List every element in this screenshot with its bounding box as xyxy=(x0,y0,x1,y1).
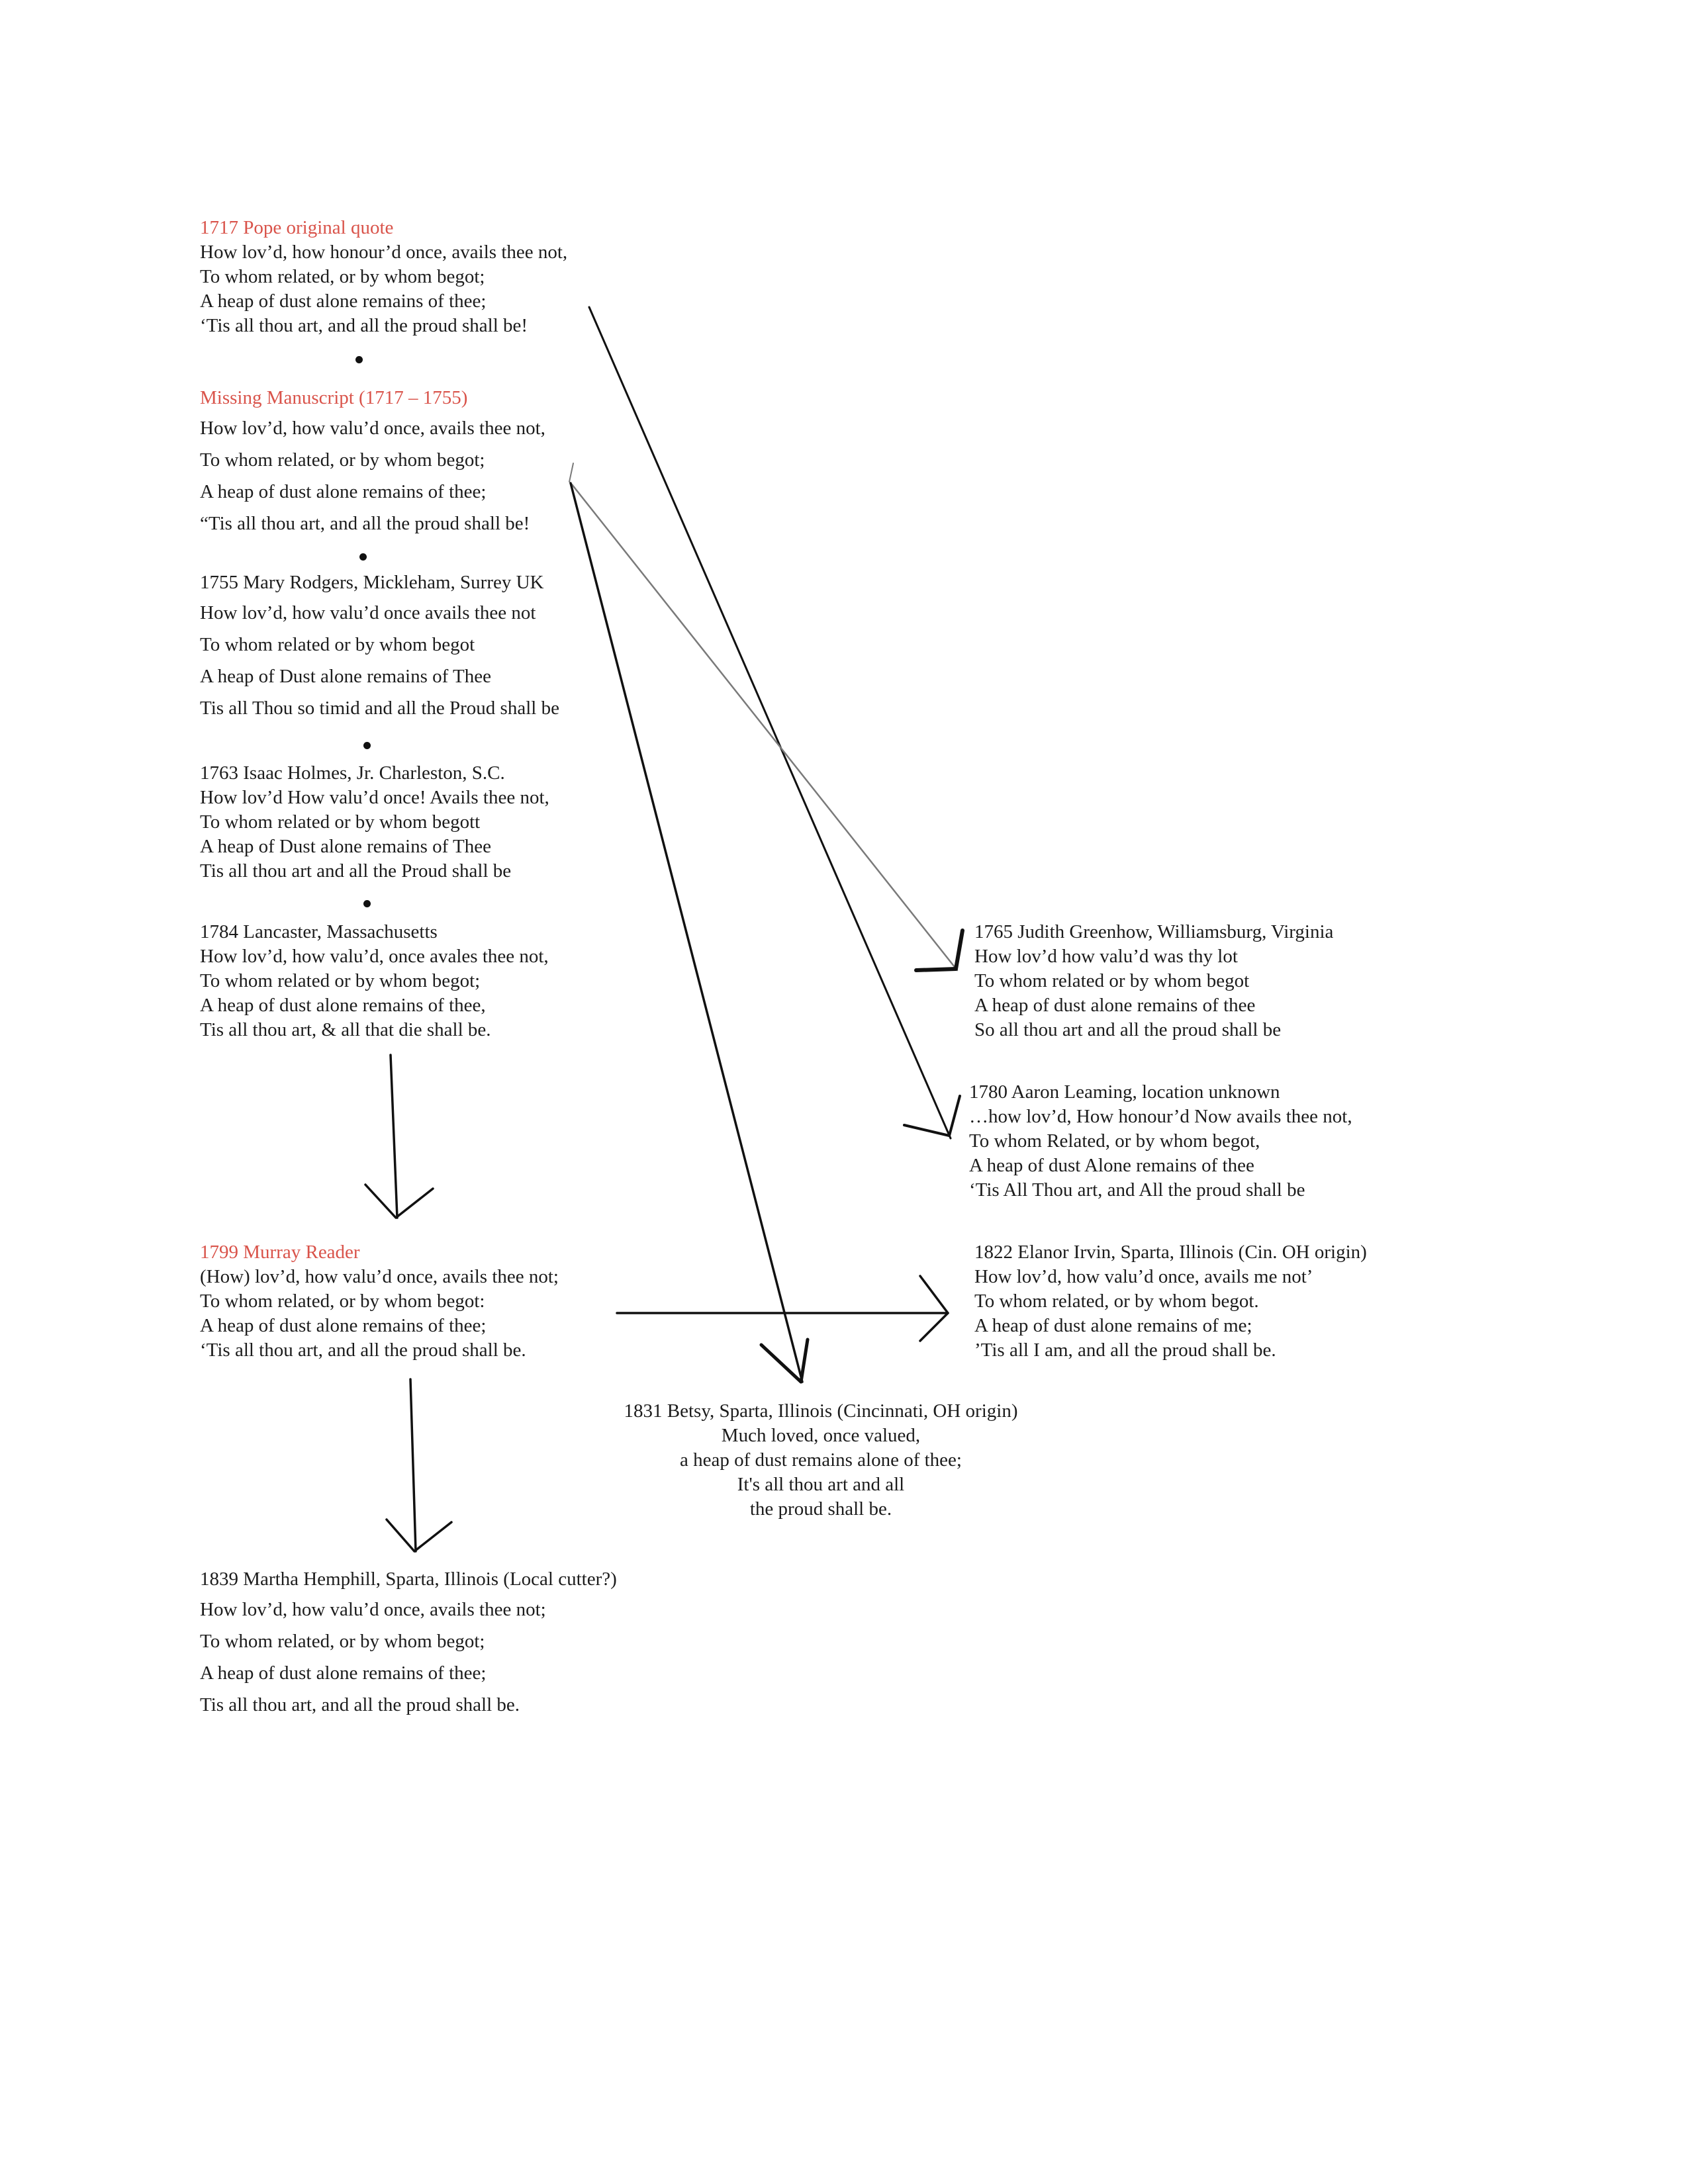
holmes-title: 1763 Isaac Holmes, Jr. Charleston, S.C. xyxy=(200,762,505,784)
lancaster-title: 1784 Lancaster, Massachusetts xyxy=(200,921,438,942)
arrow-murray-to-hemphill xyxy=(410,1379,416,1551)
verse-line: ‘Tis All Thou art, and All the proud shall be xyxy=(969,1179,1305,1201)
arrowhead-leaming xyxy=(904,1096,960,1136)
verse-line: A heap of Dust alone remains of Thee xyxy=(200,666,491,687)
verse-line: A heap of dust alone remains of thee; xyxy=(200,481,487,502)
verse-line: To whom related, or by whom begot: xyxy=(200,1291,485,1312)
verse-line: To whom related or by whom begot; xyxy=(200,970,481,991)
verse-line: A heap of dust alone remains of thee; xyxy=(200,1662,487,1684)
verse-line: To whom related, or by whom begot; xyxy=(200,449,485,471)
verse-line: ’Tis all I am, and all the proud shall be. xyxy=(974,1340,1276,1361)
verse-line: So all thou art and all the proud shall be xyxy=(974,1019,1282,1040)
verse-line: How lov’d, how valu’d once avails thee not xyxy=(200,602,536,623)
verse-line: Tis all Thou so timid and all the Proud shall be xyxy=(200,698,559,719)
verse-line: To whom related or by whom begot xyxy=(974,970,1250,991)
arrow-missing-to-greenhow xyxy=(572,484,957,970)
verse-line: Much loved, once valued, xyxy=(721,1425,921,1446)
verse-line: A heap of dust alone remains of thee, xyxy=(200,995,486,1016)
verse-line: How lov’d, how honour’d once, avails thee not, xyxy=(200,242,568,263)
verse-line: To whom related or by whom begot xyxy=(200,634,475,655)
verse-line: How lov’d, how valu’d once, avails thee not, xyxy=(200,418,545,439)
hemphill-title: 1839 Martha Hemphill, Sparta, Illinois (Local cutter?) xyxy=(200,1569,617,1590)
verse-line: A heap of dust alone remains of thee; xyxy=(200,1315,487,1336)
verse-line: ‘Tis all thou art, and all the proud shall be. xyxy=(200,1340,526,1361)
greenhow-title: 1765 Judith Greenhow, Williamsburg, Virginia xyxy=(974,921,1334,942)
leaming-title: 1780 Aaron Leaming, location unknown xyxy=(969,1081,1280,1103)
arrow-pope-to-leaming xyxy=(589,307,951,1138)
rodgers-title: 1755 Mary Rodgers, Mickleham, Surrey UK xyxy=(200,572,544,593)
verse-line: It's all thou art and all xyxy=(737,1474,905,1495)
verse-line: To whom Related, or by whom begot, xyxy=(969,1130,1260,1152)
arrowhead-greenhow xyxy=(916,931,962,970)
arrowhead-betsy xyxy=(761,1340,808,1382)
verse-line: To whom related, or by whom begot; xyxy=(200,1631,485,1652)
verse-line: To whom related, or by whom begot; xyxy=(200,266,485,287)
verse-line: A heap of dust alone remains of me; xyxy=(974,1315,1252,1336)
irvin-title: 1822 Elanor Irvin, Sparta, Illinois (Cin. OH origin) xyxy=(974,1242,1367,1263)
arrowhead-hemphill xyxy=(387,1520,451,1551)
verse-line: (How) lov’d, how valu’d once, avails thee not; xyxy=(200,1266,559,1287)
arrow-missing-to-betsy xyxy=(571,483,802,1382)
arrow-tail-tick xyxy=(569,463,573,482)
verse-line: Tis all thou art, & all that die shall be. xyxy=(200,1019,491,1040)
verse-line: How lov’d How valu’d once! Avails thee not, xyxy=(200,787,549,808)
verse-line: the proud shall be. xyxy=(749,1498,892,1520)
pope-original-title: 1717 Pope original quote xyxy=(200,217,394,238)
missing-manuscript-title: Missing Manuscript (1717 – 1755) xyxy=(200,387,468,408)
verse-line: ‘Tis all thou art, and all the proud shall be! xyxy=(200,315,528,336)
verse-line: How lov’d, how valu’d once, avails me not’ xyxy=(974,1266,1313,1287)
verse-line: How lov’d how valu’d was thy lot xyxy=(974,946,1238,967)
verse-line: a heap of dust remains alone of thee; xyxy=(680,1449,962,1471)
verse-line: Tis all thou art and all the Proud shall be xyxy=(200,860,512,882)
verse-line: To whom related, or by whom begot. xyxy=(974,1291,1259,1312)
verse-line: How lov’d, how valu’d, once avales thee not, xyxy=(200,946,549,967)
verse-line: A heap of dust alone remains of thee xyxy=(974,995,1256,1016)
arrowhead-irvin xyxy=(920,1276,948,1341)
arrow-lancaster-to-murray xyxy=(391,1055,397,1218)
verse-line: “Tis all thou art, and all the proud shall be! xyxy=(200,513,530,534)
arrowhead-murray xyxy=(365,1185,433,1218)
betsy-title: 1831 Betsy, Sparta, Illinois (Cincinnati, OH origin) xyxy=(624,1400,1018,1422)
verse-line: A heap of Dust alone remains of Thee xyxy=(200,836,491,857)
verse-line: To whom related or by whom begott xyxy=(200,811,481,833)
verse-line: …how lov’d, How honour’d Now avails thee not, xyxy=(969,1106,1352,1127)
murray-reader-title: 1799 Murray Reader xyxy=(200,1242,360,1263)
verse-line: How lov’d, how valu’d once, avails thee not; xyxy=(200,1599,546,1620)
verse-line: Tis all thou art, and all the proud shall be. xyxy=(200,1694,520,1715)
verse-line: A heap of dust alone remains of thee; xyxy=(200,291,487,312)
verse-line: A heap of dust Alone remains of thee xyxy=(969,1155,1254,1176)
